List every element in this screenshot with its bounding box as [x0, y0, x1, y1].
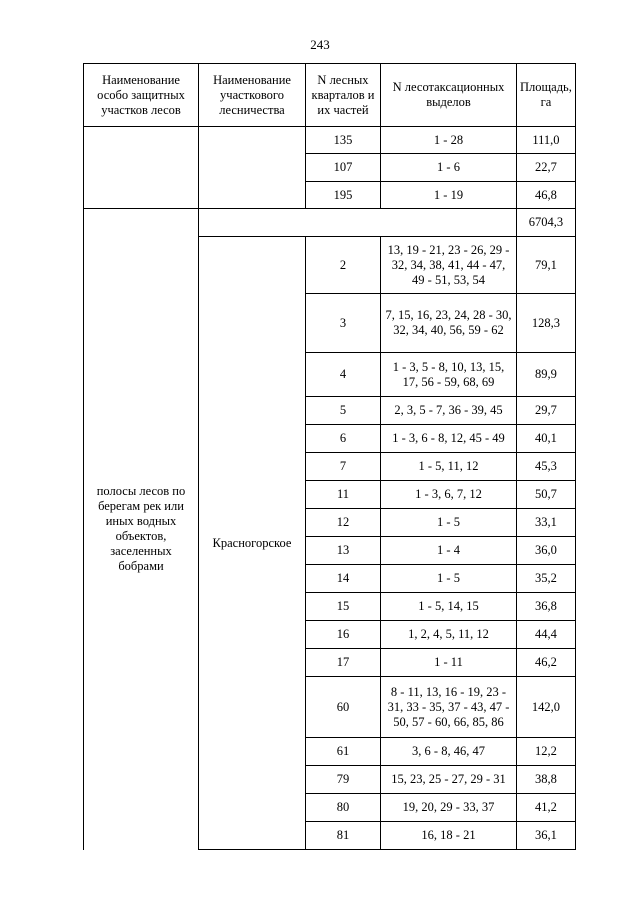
quarter-cell: 7 [306, 453, 381, 481]
protected-forest-table [83, 63, 576, 850]
forestry-name-cell: Красногорское [199, 237, 306, 850]
header-quarter-numbers: N лесных кварталов и их частей [306, 64, 381, 127]
area-cell: 44,4 [517, 621, 576, 649]
quarter-cell: 2 [306, 237, 381, 294]
plots-cell: 1 - 11 [381, 649, 517, 677]
category-total-area: 6704,3 [517, 209, 576, 237]
plots-cell: 1 - 19 [381, 182, 517, 209]
plots-cell: 3, 6 - 8, 46, 47 [381, 738, 517, 766]
area-cell: 50,7 [517, 481, 576, 509]
table-header-row [84, 64, 576, 127]
plots-cell: 1 - 5, 14, 15 [381, 593, 517, 621]
header-protected-area-name: Наименование особо защитных участков лесов [84, 64, 199, 127]
area-cell: 46,2 [517, 649, 576, 677]
plots-cell: 13, 19 - 21, 23 - 26, 29 - 32, 34, 38, 41, 44 - 47, 49 - 51, 53, 54 [381, 237, 517, 294]
area-cell: 45,3 [517, 453, 576, 481]
area-cell: 12,2 [517, 738, 576, 766]
quarter-cell: 17 [306, 649, 381, 677]
quarter-cell: 60 [306, 677, 381, 738]
quarter-cell: 11 [306, 481, 381, 509]
quarter-cell: 14 [306, 565, 381, 593]
area-cell: 33,1 [517, 509, 576, 537]
quarter-cell: 135 [306, 127, 381, 154]
category-total-spacer [199, 209, 517, 237]
quarter-cell: 16 [306, 621, 381, 649]
area-cell: 46,8 [517, 182, 576, 209]
plots-cell: 19, 20, 29 - 33, 37 [381, 794, 517, 822]
plots-cell: 1 - 5, 11, 12 [381, 453, 517, 481]
area-cell: 79,1 [517, 237, 576, 294]
quarter-cell: 5 [306, 397, 381, 425]
quarter-cell: 13 [306, 537, 381, 565]
area-cell: 38,8 [517, 766, 576, 794]
area-cell: 35,2 [517, 565, 576, 593]
quarter-cell: 15 [306, 593, 381, 621]
quarter-cell: 6 [306, 425, 381, 453]
plots-cell: 1 - 3, 6 - 8, 12, 45 - 49 [381, 425, 517, 453]
quarter-cell: 3 [306, 294, 381, 353]
category-total-row [84, 209, 576, 237]
plots-cell: 2, 3, 5 - 7, 36 - 39, 45 [381, 397, 517, 425]
area-cell: 128,3 [517, 294, 576, 353]
plots-cell: 8 - 11, 13, 16 - 19, 23 - 31, 33 - 35, 37 - 43, 47 - 50, 57 - 60, 66, 85, 86 [381, 677, 517, 738]
quarter-cell: 80 [306, 794, 381, 822]
area-cell: 41,2 [517, 794, 576, 822]
plots-cell: 1 - 5 [381, 509, 517, 537]
header-area: Площадь, га [517, 64, 576, 127]
plots-cell: 15, 23, 25 - 27, 29 - 31 [381, 766, 517, 794]
empty-area-cell [84, 127, 199, 209]
quarter-cell: 12 [306, 509, 381, 537]
plots-cell: 16, 18 - 21 [381, 822, 517, 850]
empty-forestry-cell [199, 127, 306, 209]
plots-cell: 7, 15, 16, 23, 24, 28 - 30, 32, 34, 40, 56, 59 - 62 [381, 294, 517, 353]
quarter-cell: 61 [306, 738, 381, 766]
quarter-cell: 79 [306, 766, 381, 794]
area-cell: 111,0 [517, 127, 576, 154]
plots-cell: 1 - 4 [381, 537, 517, 565]
area-cell: 89,9 [517, 353, 576, 397]
area-cell: 22,7 [517, 154, 576, 182]
quarter-cell: 81 [306, 822, 381, 850]
area-cell: 29,7 [517, 397, 576, 425]
quarter-cell: 195 [306, 182, 381, 209]
area-cell: 36,1 [517, 822, 576, 850]
plots-cell: 1 - 28 [381, 127, 517, 154]
header-forestry-name: Наименование участкового лесничества [199, 64, 306, 127]
plots-cell: 1 - 3, 5 - 8, 10, 13, 15, 17, 56 - 59, 68, 69 [381, 353, 517, 397]
area-cell: 36,8 [517, 593, 576, 621]
table-row [84, 127, 576, 154]
area-cell: 142,0 [517, 677, 576, 738]
plots-cell: 1 - 6 [381, 154, 517, 182]
area-cell: 36,0 [517, 537, 576, 565]
quarter-cell: 4 [306, 353, 381, 397]
quarter-cell: 107 [306, 154, 381, 182]
category-name-cell: полосы лесов по берегам рек или иных водных объектов, заселенных бобрами [84, 209, 199, 850]
area-cell: 40,1 [517, 425, 576, 453]
plots-cell: 1, 2, 4, 5, 11, 12 [381, 621, 517, 649]
plots-cell: 1 - 5 [381, 565, 517, 593]
plots-cell: 1 - 3, 6, 7, 12 [381, 481, 517, 509]
header-plot-numbers: N лесотаксационных выделов [381, 64, 517, 127]
page-number: 243 [310, 37, 330, 52]
